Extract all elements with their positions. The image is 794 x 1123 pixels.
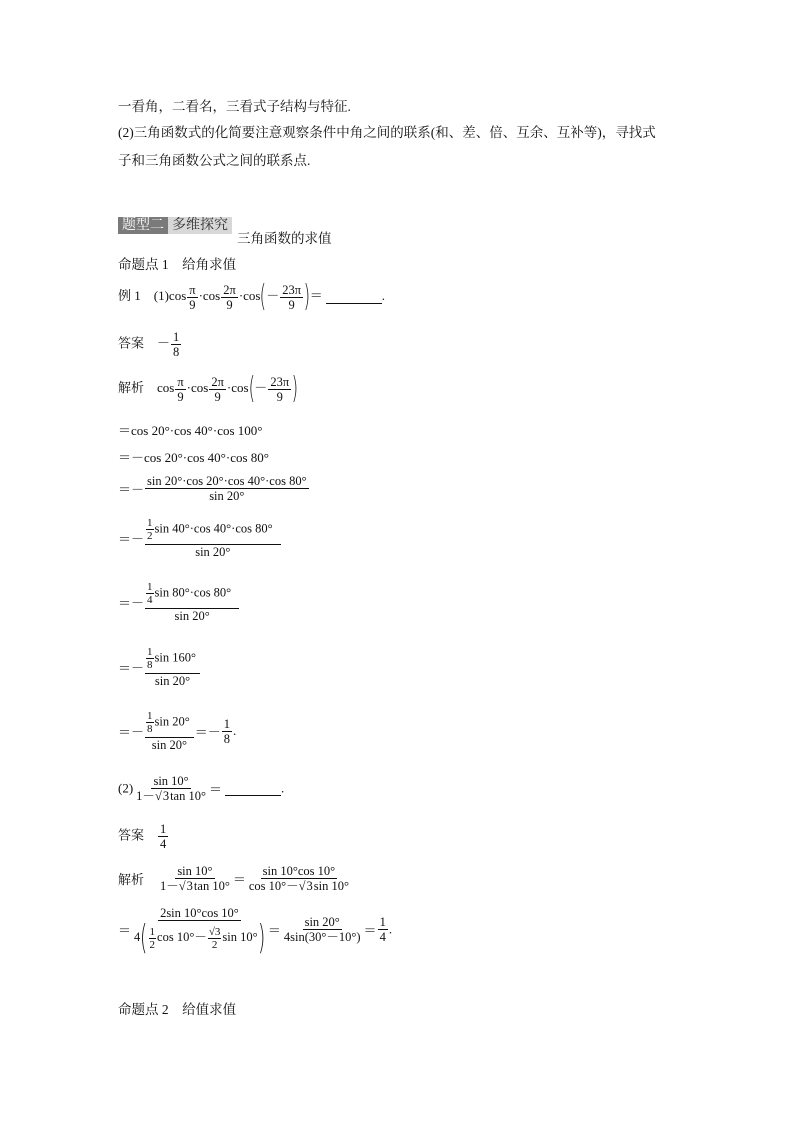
r2-num: 2sin 10°cos 10° — [160, 906, 239, 920]
answer-label-2: 答案 — [118, 827, 145, 843]
step-1: ＝cos 20°·cos 40°·cos 100° — [118, 423, 263, 438]
r0-den-pre: 1－ — [160, 879, 179, 893]
example-2-answer: 答案 $\frac{1}{4}$ — [118, 822, 167, 851]
step-6-numerator: sin 160° — [154, 650, 196, 665]
step-3-denominator: sin 20° — [209, 489, 245, 503]
point-1-heading: 命题点 1 给角求值 — [118, 257, 237, 272]
r3-den: 4sin(30°－10°) — [283, 930, 361, 944]
step-5-numerator: sin 80°·cos 80° — [154, 585, 232, 600]
r1-den-pre: cos 10°－ — [248, 879, 299, 893]
example-2-label: (2) — [118, 780, 134, 796]
step-3-numerator: sin 20°·cos 20°·cos 40°·cos 80° — [147, 474, 307, 488]
point-2-heading: 命题点 2 给值求值 — [118, 1002, 237, 1017]
analysis-label: 解析 — [118, 379, 145, 395]
example-2-analysis-2: ＝ 2sin 10°cos 10° 4( $\frac{1}{2}$ cos 10°－ $\frac{√3}{2}$ sin 10°) ＝ $\frac{\sin 20^\circ}{4\sin(30^\circ-10^\circ)}$ ＝ $\frac{1}{4}$ . — [118, 906, 393, 958]
step-2: ＝－cos 20°·cos 40°·cos 80° — [118, 450, 269, 465]
intro-line-3: 子和三角函数公式之间的联系点. — [118, 153, 311, 168]
example-1-analysis: 解析 cos $\frac{\pi}{9}$ ·cos $\frac{2\pi}{9}$ ·cos(－ $\frac{23\pi}{9}$ ) — [118, 371, 299, 406]
r1-den-post: sin 10° — [313, 879, 349, 893]
example-2-numerator: sin 10° — [153, 774, 189, 788]
r1-num: sin 10°cos 10° — [262, 864, 336, 878]
example-1-question: 例 1 (1)cos $\frac{\pi}{9}$ ·cos $\frac{2\pi}{9}$ ·cos(－ $\frac{23\pi}{9}$ )＝ . — [118, 279, 386, 314]
section-badge-type: 题型二 — [118, 217, 168, 234]
step-7-numerator: sin 20° — [154, 714, 190, 729]
step-6-denominator: sin 20° — [154, 674, 191, 688]
intro-line-2: (2)三角函数式的化简要注意观察条件中角之间的联系(和、差、倍、互余、互补等)，寻找式 — [118, 125, 656, 140]
step-5-denominator: sin 20° — [174, 609, 210, 623]
example-2-analysis-1: 解析 $\frac{\sin 10^\circ}{1-√3\tan 10^\circ}$ ＝ $\frac{\sin 10^\circ\cos 10^\circ}{\cos 10^\circ-√3\sin 10^\circ}$ — [118, 864, 349, 893]
step-3: ＝－ $\frac{\sin 20^\circ\cdot\cos 20^\circ\cdot\cos 40^\circ\cdot\cos 80^\circ}{\sin 20^\circ}$ — [118, 474, 307, 503]
den-pre: 1－ — [136, 789, 155, 803]
intro-line-1: 一看角，二看名，三看式子结构与特征. — [118, 99, 351, 114]
step-6: ＝－ $\frac{1}{8}$ sin 160° sin 20° — [118, 646, 201, 688]
r0-num: sin 10° — [177, 864, 213, 878]
r3-num: sin 20° — [304, 915, 340, 929]
section-title: 三角函数的求值 — [237, 231, 332, 246]
answer-label: 答案 — [118, 335, 145, 351]
step-4-numerator: sin 40°·cos 40°·cos 80° — [154, 521, 273, 536]
answer-blank-2 — [225, 782, 281, 796]
example-2-question: (2) $\frac{\sin 10^\circ}{1-√3\tan 10^\circ}$ ＝ . — [118, 774, 285, 803]
analysis-label-2: 解析 — [118, 872, 145, 887]
section-badges — [118, 214, 232, 234]
r0-den-post: tan 10° — [193, 879, 230, 893]
section-badge-multi: 多维探究 — [168, 217, 232, 234]
step-4: ＝－ $\frac{1}{2}$ sin 40°·cos 40°·cos 80° sin 20° — [118, 517, 282, 559]
step-4-denominator: sin 20° — [195, 545, 231, 559]
step-7-denominator: sin 20° — [151, 738, 187, 752]
example-1-label: 例 1 (1) — [118, 287, 169, 303]
answer-blank — [326, 290, 382, 304]
step-5: ＝－ $\frac{1}{4}$ sin 80°·cos 80° sin 20° — [118, 581, 240, 623]
example-1-answer: 答案 － $\frac{1}{8}$ — [118, 330, 180, 359]
step-7: ＝－ $\frac{1}{8}$ sin 20° sin 20° ＝－ $\frac{1}{8}$ . — [118, 710, 237, 752]
den-post: tan 10° — [170, 789, 206, 803]
